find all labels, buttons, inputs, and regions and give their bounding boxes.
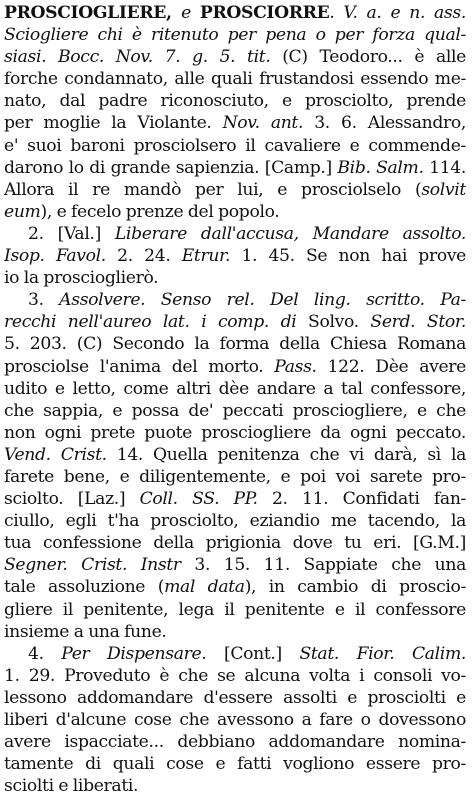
text: 2. 11. Confidati fan- — [257, 489, 466, 510]
entry-line — [4, 775, 466, 797]
text: 5. 203. (C) Secondo la forma della Chiesa Romana — [4, 334, 466, 355]
entry-line — [4, 157, 466, 179]
text: sciolto. [Laz.] — [4, 489, 140, 510]
italic-text: e — [181, 3, 200, 23]
text: . — [329, 3, 344, 23]
text: 3. — [28, 290, 60, 311]
italic-text: V. a. e n. ass. — [343, 3, 466, 23]
entry-line — [4, 400, 466, 422]
text: 14. Quella penitenza che vi darà, sì la — [106, 444, 466, 465]
italic-text: Sciogliere chi è ritenuto per pena o per forza qual- — [4, 25, 466, 46]
text: 4. — [28, 643, 62, 664]
text: forche condannato, alle quali frustandosi essendo me- — [4, 69, 466, 90]
entry-line — [4, 311, 466, 333]
text: Allora il re mandò per lui, e prosciolselo ( — [4, 179, 422, 200]
entry-line — [4, 687, 466, 709]
italic-text: Etrur. — [181, 246, 231, 267]
entry-line — [4, 112, 466, 134]
italic-text: Per Dispensare. — [61, 643, 207, 664]
text: Solvo. — [296, 312, 371, 333]
dictionary-entry — [4, 2, 466, 797]
text: e' suoi baroni prosciolsero il cavaliere e commende- — [4, 135, 466, 156]
text: 1. 45. Se non hai prove — [230, 246, 466, 267]
entry-line — [4, 135, 466, 157]
text: io la proscioglierò. — [4, 268, 159, 289]
entry-line — [4, 709, 466, 731]
italic-text: Coll. SS. PP. — [139, 489, 258, 510]
entry-line — [4, 245, 466, 267]
italic-text: recchi nell'aureo lat. i comp. di — [4, 312, 297, 333]
entry-line — [4, 753, 466, 775]
text: [Cont.] — [206, 643, 300, 664]
entry-line — [4, 24, 466, 46]
entry-line — [4, 378, 466, 400]
entry-line — [4, 422, 466, 444]
entry-line — [4, 223, 466, 245]
entry-line — [4, 46, 466, 68]
text: 1. 29. Proveduto è che se alcuna volta i consoli vo- — [4, 665, 466, 686]
italic-text: Assolvere. Senso rel. Del ling. scritto. Pa- — [59, 290, 466, 311]
text: liberi d'alcune cose che avessono a fare o dovessono — [4, 710, 466, 730]
entry-line — [4, 179, 466, 201]
italic-text: eum — [4, 201, 41, 222]
entry-line — [4, 2, 466, 24]
text: 3. 15. 11. Sappiate che una — [180, 555, 466, 576]
text: non ogni prete puote prosciogliere da ogni peccato. — [4, 422, 466, 443]
entry-line — [4, 333, 466, 355]
text: tamente di quali cose e fatti vogliono essere pro- — [4, 754, 466, 775]
entry-line — [4, 68, 466, 90]
italic-text: Bib. Salm. — [337, 157, 424, 178]
italic-text: Segner. Crist. Instr — [4, 555, 181, 576]
text: per moglie la Violante. — [4, 113, 223, 134]
text: udito e letto, come altri dèe andare a tal confessore, — [4, 378, 466, 399]
italic-text: Serd. Stor. — [370, 312, 466, 333]
headword: PROSCIORRE — [199, 3, 330, 23]
entry-line — [4, 599, 466, 621]
entry-line — [4, 488, 466, 510]
italic-text: Nov. ant. — [222, 113, 304, 134]
italic-text: solvit — [421, 179, 466, 200]
text: gliere il penitente, lega il penitente e il confessore — [4, 599, 466, 620]
italic-text: Pass. — [274, 356, 317, 377]
entry-line — [4, 201, 466, 223]
text: nato, dal padre riconosciuto, e prosciolto, prende — [4, 91, 466, 112]
text: sciolti e liberati. — [4, 776, 139, 797]
entry-line — [4, 466, 466, 488]
entry-line — [4, 665, 466, 687]
text: (C) Teodoro... è alle — [270, 47, 466, 68]
entry-line — [4, 576, 466, 598]
text: avere ispacciate... debbiano addomandare nomina- — [4, 732, 466, 753]
text: 122. Dèe avere — [316, 356, 466, 377]
text: lessono addomandare d'essere assolti e prosciolti e — [4, 687, 466, 708]
italic-text: Isop. Favol. — [4, 246, 106, 267]
italic-text: siasi. Bocc. Nov. 7. g. 5. tit. — [4, 47, 271, 68]
entry-line — [4, 356, 466, 378]
text: 2. 24. — [105, 246, 182, 267]
text: prosciolse l'anima del morto. — [4, 356, 275, 377]
text: ), e fecelo prenze del popolo. — [40, 201, 280, 222]
italic-text: mal data — [164, 577, 245, 598]
text: insieme a una fune. — [4, 621, 167, 642]
text: farete bene, e diligentemente, e poi voi sarete pro- — [4, 466, 466, 487]
text: ), in cambio di prosciо- — [244, 577, 466, 598]
text: tale assoluzione ( — [4, 577, 165, 598]
entry-line — [4, 510, 466, 532]
text: 114. — [423, 157, 466, 178]
headword: PROSCIOGLIERE, — [4, 3, 182, 23]
text: ciullo, egli t'ha prosciolto, eziandio me tacendo, la — [4, 511, 466, 532]
text: 3. 6. Alessandro, — [303, 113, 466, 134]
entry-line — [4, 554, 466, 576]
italic-text: Stat. Fior. Calim. — [299, 643, 466, 664]
entry-line — [4, 289, 466, 311]
entry-line — [4, 90, 466, 112]
entry-line — [4, 444, 466, 466]
text: 2. [Val.] — [28, 223, 115, 244]
entry-line — [4, 532, 466, 554]
entry-line — [4, 621, 466, 643]
text: che sappia, e possa de' peccati prosciogliere, e che — [4, 400, 466, 421]
entry-line — [4, 643, 466, 665]
entry-line — [4, 267, 466, 289]
entry-line — [4, 731, 466, 753]
text: darono lo di grande sapienzia. [Camp.] — [4, 157, 338, 178]
italic-text: Vend. Crist. — [4, 444, 107, 465]
text: tua confessione della prigionia dove tu eri. [G.M.] — [4, 533, 466, 554]
italic-text: Liberare dall'accusa, Mandare assolto. — [114, 223, 466, 244]
